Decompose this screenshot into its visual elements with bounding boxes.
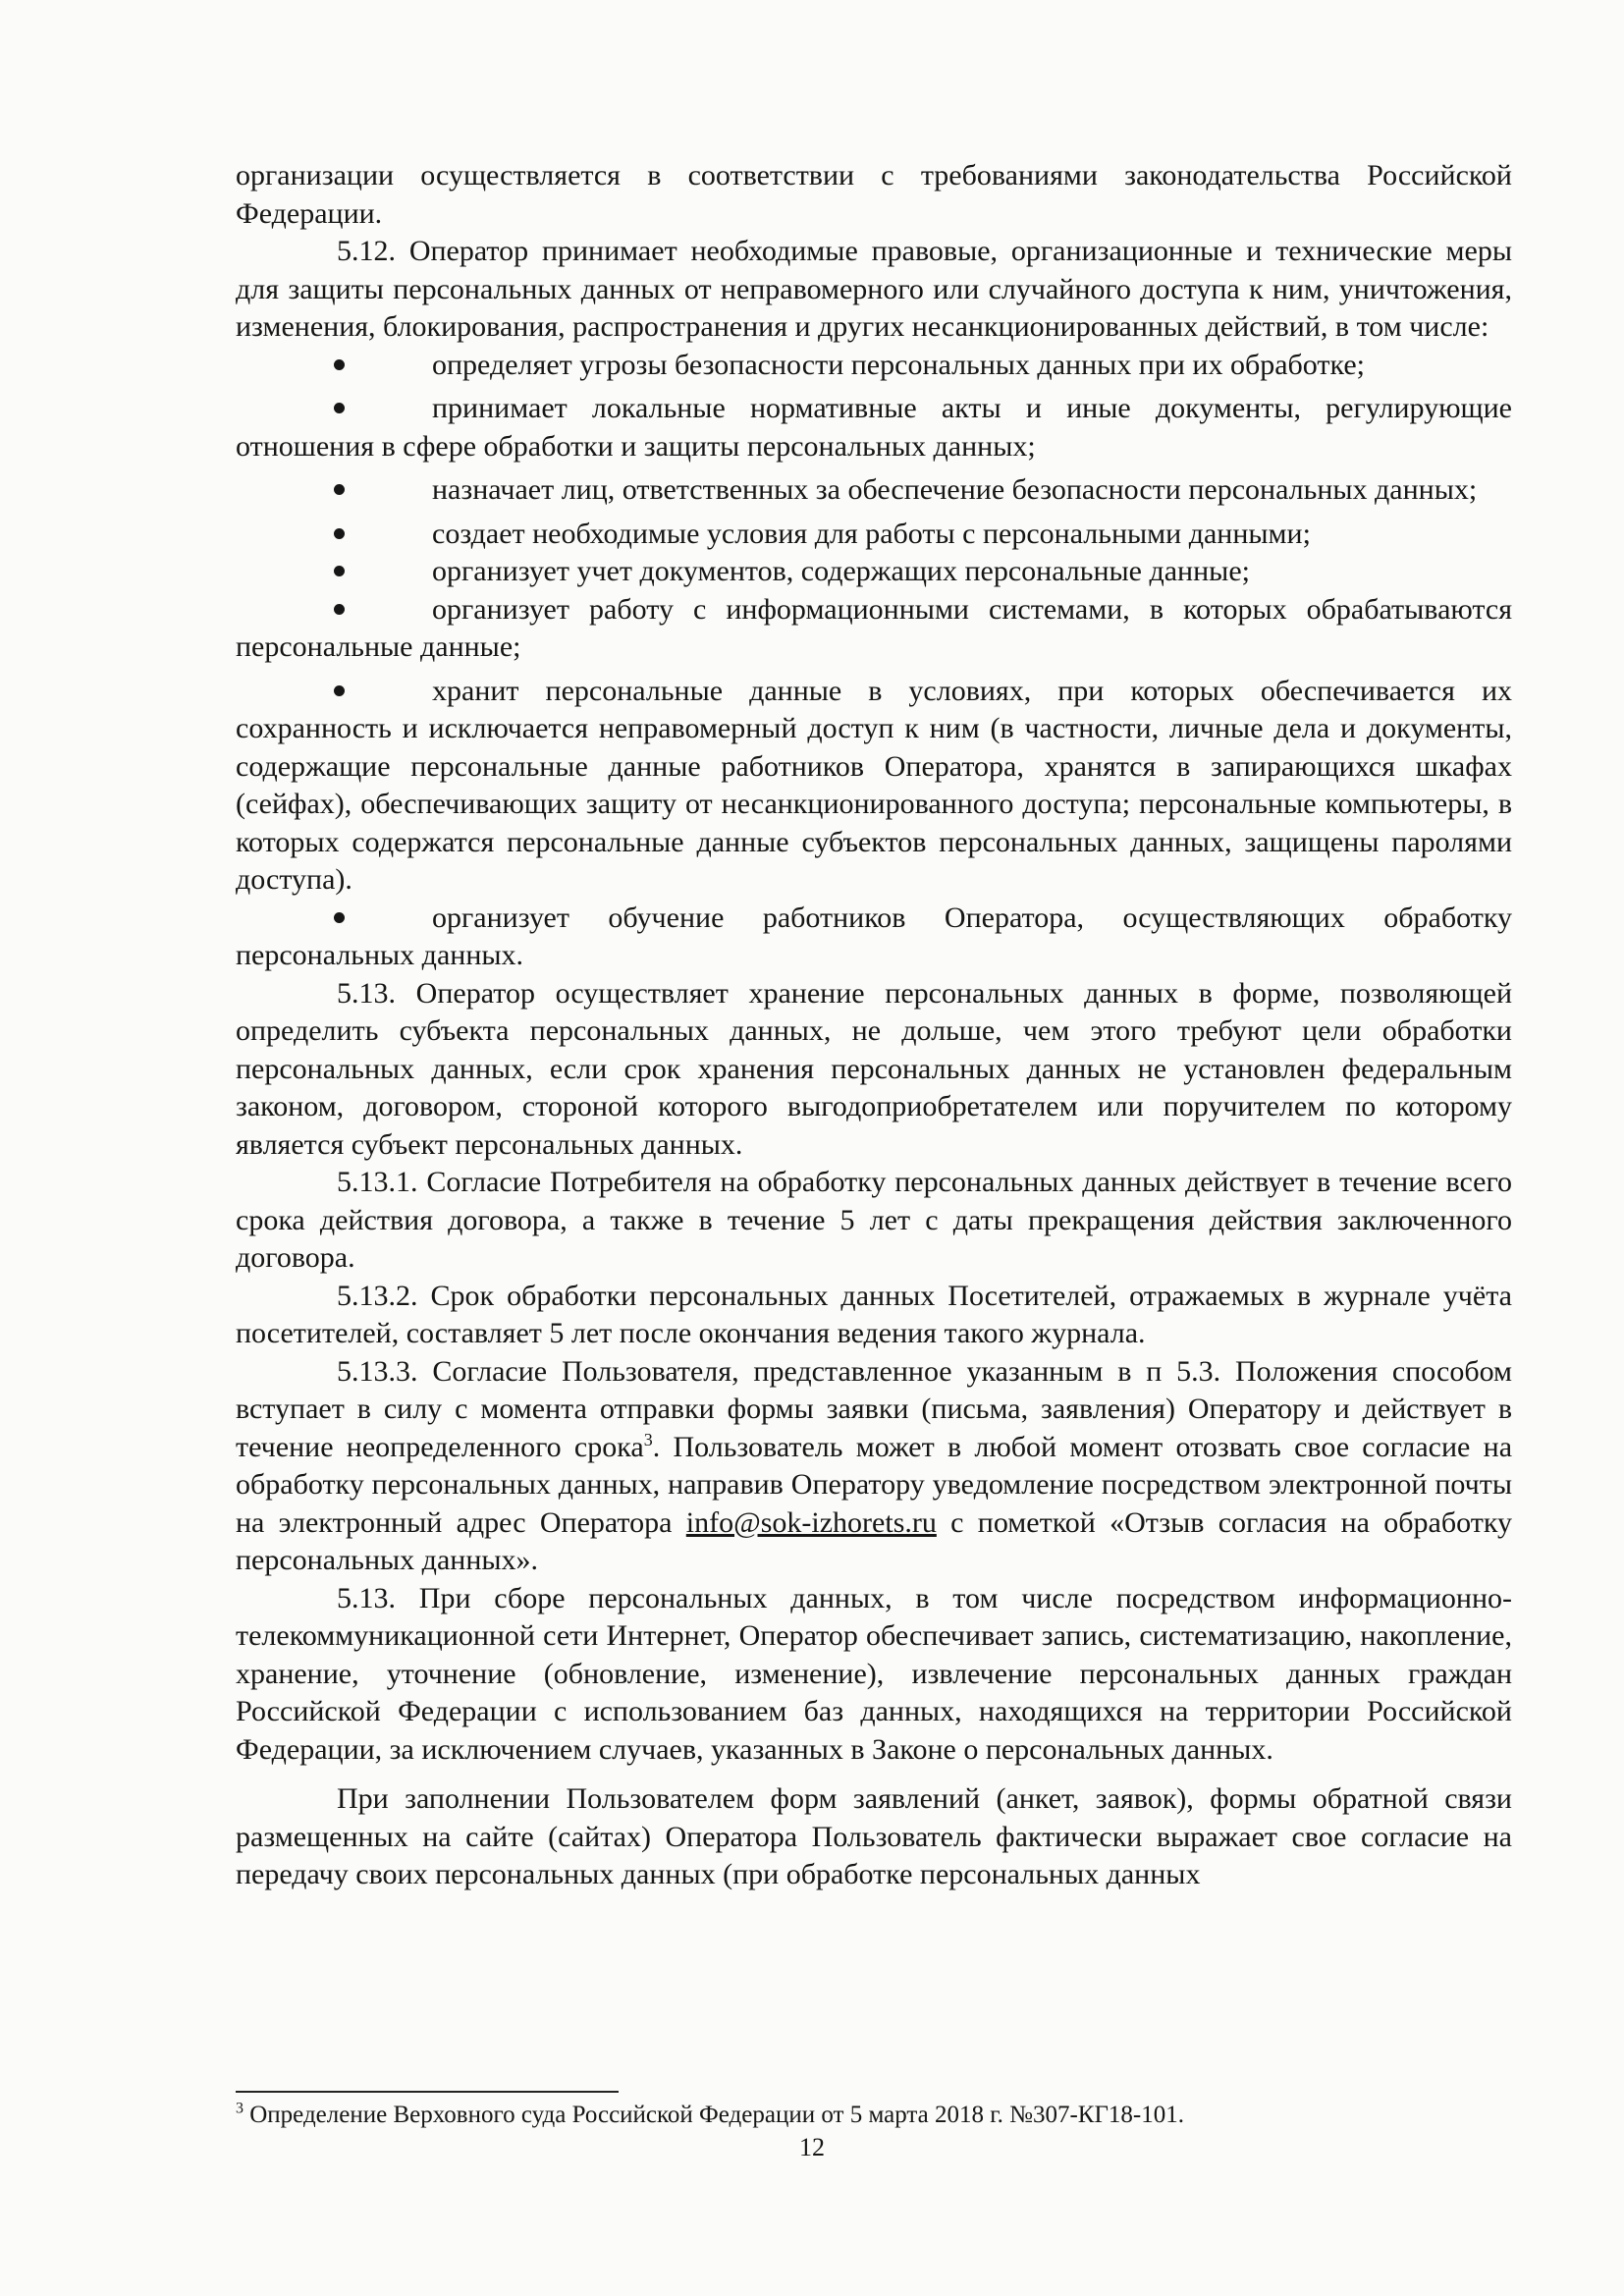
footnote-mark: 3 bbox=[236, 2100, 244, 2117]
bullet-text: организует обучение работников Оператора, осуществляющих обработку персональных данных. bbox=[236, 901, 1512, 971]
paragraph-text: 5.13.3. Согласие Пользователя, представленное указанным в п 5.3. Положения способом вступает в силу с момента отправки формы заявки (письма, заявления) Оператору и действует в течение неопределенного срока bbox=[236, 1354, 1512, 1463]
bullet-item bbox=[236, 516, 1512, 554]
bullet-text: организует работу с информационными системами, в которых обрабатываются персональные данные; bbox=[236, 592, 1512, 663]
bullet-icon bbox=[334, 403, 345, 413]
bullet-text: принимает локальные нормативные акты и иные документы, регулирующие отношения в сфере обработки и защиты персональных данных; bbox=[236, 392, 1512, 463]
paragraph-5-12: 5.12. Оператор принимает необходимые правовые, организационные и технические меры для защиты персональных данных от неправомерного или случайного доступа к ним, уничтожения, изменения, блокирования, распространения и других несанкционированных действий, в том числе: bbox=[236, 235, 1512, 343]
footnote-text: Определение Верховного суда Российской Федерации от 5 марта 2018 г. №307-КГ18-101. bbox=[244, 2102, 1185, 2128]
paragraph-text: с пометкой «Отзыв согласия на обработку персональных данных». bbox=[236, 1505, 1512, 1576]
bullet-text: организует учет документов, содержащих персональные данные; bbox=[432, 555, 1250, 587]
paragraph-5-13-3 bbox=[236, 1353, 1512, 1580]
email-link[interactable]: info@sok-izhorets.ru bbox=[685, 1505, 937, 1539]
page-number: 12 bbox=[799, 2133, 825, 2161]
bullet-icon bbox=[334, 685, 345, 696]
bullet-icon bbox=[334, 484, 345, 495]
bullet-icon bbox=[334, 912, 345, 923]
footnote-reference[interactable]: 3 bbox=[643, 1429, 653, 1449]
paragraph-5-13-1: 5.13.1. Согласие Потребителя на обработку персональных данных действует в течение всего срока действия договора, а также в течение 5 лет с даты прекращения действия заключенного договора. bbox=[236, 1166, 1512, 1274]
bullet-item bbox=[236, 390, 1512, 465]
bullet-icon bbox=[334, 359, 345, 370]
bullet-item bbox=[236, 900, 1512, 975]
bullet-text: определяет угрозы безопасности персональных данных при их обработке; bbox=[432, 348, 1365, 381]
bullet-item bbox=[236, 553, 1512, 591]
paragraph-5-13: 5.13. Оператор осуществляет хранение персональных данных в форме, позволяющей определить субъекта персональных данных, не дольше, чем этого требуют цели обработки персональных данных, если срок хранения персональных данных не установлен федеральным законом, договором, стороной которого выгодоприобретателем или поручителем по которому является субъект персональных данных. bbox=[236, 976, 1512, 1161]
paragraph-continuation: организации осуществляется в соответствии с требованиями законодательства Российской Федерации. bbox=[236, 159, 1512, 230]
bullet-item bbox=[236, 673, 1512, 900]
paragraph-forms-consent: При заполнении Пользователем форм заявлений (анкет, заявок), формы обратной связи размещенных на сайте (сайтах) Оператора Пользователь фактически выражает свое согласие на передачу своих персональных данных (при обработке персональных данных bbox=[236, 1782, 1512, 1890]
bullet-item bbox=[236, 591, 1512, 667]
bullet-text: назначает лиц, ответственных за обеспечение безопасности персональных данных; bbox=[432, 473, 1478, 506]
paragraph-text: . Пользователь может в любой момент отозвать свое согласие на обработку персональных данных, направив Оператору уведомление посредством электронной почты на электронный адрес Оператора bbox=[236, 1430, 1513, 1539]
footnote-divider bbox=[236, 2091, 619, 2093]
bullet-text: создает необходимые условия для работы с персональными данными; bbox=[432, 517, 1311, 550]
bullet-item bbox=[236, 347, 1512, 385]
bullet-text: хранит персональные данные в условиях, при которых обеспечивается их сохранность и исключается неправомерный доступ к ним (в частности, личные дела и документы, содержащие персональные данные работников Оператора, хранятся в запирающихся шкафах (сейфах), обеспечивающих защиту от несанкционированного доступа; персональные компьютеры, в которых содержатся персональные данные субъектов персональных данных, защищены паролями доступа). bbox=[236, 674, 1512, 896]
footnote bbox=[236, 2100, 1512, 2131]
bullet-icon bbox=[334, 604, 345, 615]
bullet-item bbox=[236, 471, 1512, 510]
bullet-icon bbox=[334, 566, 345, 576]
paragraph-5-13-2: 5.13.2. Срок обработки персональных данных Посетителей, отражаемых в журнале учёта посетителей, составляет 5 лет после окончания ведения такого журнала. bbox=[236, 1279, 1512, 1349]
page-body bbox=[236, 157, 1512, 1894]
bullet-icon bbox=[334, 528, 345, 539]
paragraph-5-13-b: 5.13. При сборе персональных данных, в том числе посредством информационно-телекоммуникационной сети Интернет, Оператор обеспечивает запись, систематизацию, накопление, хранение, уточнение (обновление, изменение), извлечение персональных данных граждан Российской Федерации с использованием баз данных, находящихся на территории Российской Федерации, за исключением случаев, указанных в Законе о персональных данных. bbox=[236, 1581, 1512, 1766]
